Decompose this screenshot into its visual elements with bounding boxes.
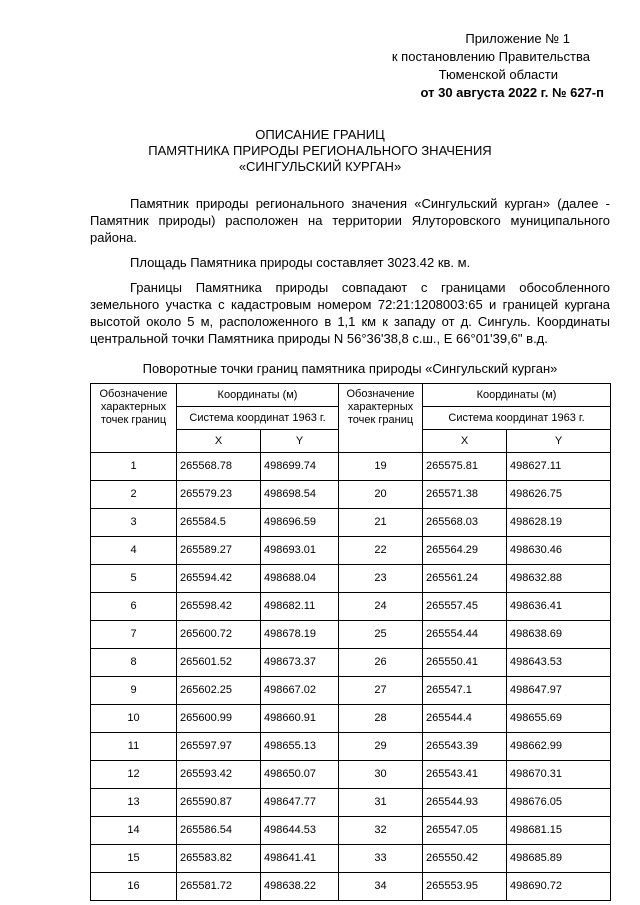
coord-y: 498647.77 xyxy=(261,789,339,817)
coord-x: 265553.95 xyxy=(423,873,507,901)
coord-y: 498636.41 xyxy=(507,593,611,621)
coord-x: 265598.42 xyxy=(177,593,261,621)
table-row xyxy=(91,649,611,677)
coord-x: 265583.82 xyxy=(177,845,261,873)
coord-x: 265550.41 xyxy=(423,649,507,677)
table-row xyxy=(91,733,611,761)
coord-x: 265597.97 xyxy=(177,733,261,761)
coord-x: 265544.4 xyxy=(423,705,507,733)
header-line-1: к постановлению Правительства xyxy=(391,49,590,64)
point-id: 2 xyxy=(91,481,177,509)
header-system-2: Система координат 1963 г. xyxy=(423,407,611,430)
paragraph-boundaries: Границы Памятника природы совпадают с границами обособленного земельного участка с кадастровым номером 72:21:1208003:65 и границей кургана высотой около 5 м, расположенного в 1,1 км к западу от д. Сингуль. Координаты центральной точки Памятника природы N 56°36'38,8 с.ш., E 66°01'39,6" в.д. xyxy=(90,280,610,346)
coord-x: 265568.03 xyxy=(423,509,507,537)
point-id: 33 xyxy=(339,845,423,873)
point-id: 7 xyxy=(91,621,177,649)
table-row xyxy=(91,509,611,537)
table-row xyxy=(91,789,611,817)
table-row xyxy=(91,873,611,901)
coord-y: 498626.75 xyxy=(507,481,611,509)
point-id: 31 xyxy=(339,789,423,817)
coord-y: 498678.19 xyxy=(261,621,339,649)
coord-x: 265575.81 xyxy=(423,453,507,481)
table-row xyxy=(91,817,611,845)
point-id: 5 xyxy=(91,565,177,593)
coord-x: 265593.42 xyxy=(177,761,261,789)
coord-x: 265568.78 xyxy=(177,453,261,481)
point-id: 27 xyxy=(339,677,423,705)
point-id: 8 xyxy=(91,649,177,677)
header-point-id-2: Обозначение характерных точек границ xyxy=(339,384,423,453)
table-caption: Поворотные точки границ памятника природы «Сингульский курган» xyxy=(142,361,558,376)
header-coords-1: Координаты (м) xyxy=(177,384,339,407)
point-id: 25 xyxy=(339,621,423,649)
title-line-3: «СИНГУЛЬСКИЙ КУРГАН» xyxy=(238,159,402,174)
appendix-number: Приложение № 1 xyxy=(465,31,570,46)
point-id: 10 xyxy=(91,705,177,733)
coord-y: 498682.11 xyxy=(261,593,339,621)
point-id: 34 xyxy=(339,873,423,901)
coord-y: 498667.02 xyxy=(261,677,339,705)
coord-y: 498630.46 xyxy=(507,537,611,565)
coord-x: 265561.24 xyxy=(423,565,507,593)
table-row xyxy=(91,761,611,789)
coord-y: 498676.05 xyxy=(507,789,611,817)
coord-x: 265579.23 xyxy=(177,481,261,509)
document-header xyxy=(360,30,610,102)
table-row xyxy=(91,845,611,873)
table-row xyxy=(91,565,611,593)
coord-y: 498699.74 xyxy=(261,453,339,481)
table-row xyxy=(91,677,611,705)
point-id: 24 xyxy=(339,593,423,621)
point-id: 20 xyxy=(339,481,423,509)
coord-y: 498647.97 xyxy=(507,677,611,705)
coord-y: 498673.37 xyxy=(261,649,339,677)
header-date-number: от 30 августа 2022 г. № 627-п xyxy=(420,85,604,100)
coord-x: 265581.72 xyxy=(177,873,261,901)
coord-x: 265543.41 xyxy=(423,761,507,789)
header-coords-2: Координаты (м) xyxy=(423,384,611,407)
header-y-2: Y xyxy=(507,430,611,453)
point-id: 12 xyxy=(91,761,177,789)
paragraph-area: Площадь Памятника природы составляет 3023.42 кв. м. xyxy=(130,255,471,270)
coord-y: 498681.15 xyxy=(507,817,611,845)
point-id: 9 xyxy=(91,677,177,705)
header-point-id-1: Обозначение характерных точек границ xyxy=(91,384,177,453)
point-id: 4 xyxy=(91,537,177,565)
coord-x: 265564.29 xyxy=(423,537,507,565)
coord-x: 265600.99 xyxy=(177,705,261,733)
coord-x: 265594.42 xyxy=(177,565,261,593)
title-line-2: ПАМЯТНИКА ПРИРОДЫ РЕГИОНАЛЬНОГО ЗНАЧЕНИЯ xyxy=(148,143,492,158)
table-row xyxy=(91,453,611,481)
point-id: 16 xyxy=(91,873,177,901)
coord-y: 498690.72 xyxy=(507,873,611,901)
coord-x: 265589.27 xyxy=(177,537,261,565)
header-line-2: Тюменской области xyxy=(438,67,558,82)
coord-x: 265547.1 xyxy=(423,677,507,705)
title-line-1: ОПИСАНИЕ ГРАНИЦ xyxy=(255,127,385,142)
coord-y: 498632.88 xyxy=(507,565,611,593)
point-id: 23 xyxy=(339,565,423,593)
coord-x: 265547.05 xyxy=(423,817,507,845)
coord-x: 265571.38 xyxy=(423,481,507,509)
header-y-1: Y xyxy=(261,430,339,453)
coord-y: 498655.69 xyxy=(507,705,611,733)
coord-y: 498698.54 xyxy=(261,481,339,509)
coord-y: 498693.01 xyxy=(261,537,339,565)
coord-y: 498627.11 xyxy=(507,453,611,481)
coord-y: 498688.04 xyxy=(261,565,339,593)
paragraph-location: Памятник природы регионального значения «Сингульский курган» (далее - Памятник природы) расположен на территории Ялуторовского муниципального района. xyxy=(90,196,610,245)
header-x-1: X xyxy=(177,430,261,453)
point-id: 29 xyxy=(339,733,423,761)
coord-x: 265543.39 xyxy=(423,733,507,761)
point-id: 15 xyxy=(91,845,177,873)
coord-y: 498696.59 xyxy=(261,509,339,537)
table-row xyxy=(91,537,611,565)
point-id: 26 xyxy=(339,649,423,677)
coord-y: 498685.89 xyxy=(507,845,611,873)
coord-y: 498655.13 xyxy=(261,733,339,761)
coord-x: 265554.44 xyxy=(423,621,507,649)
table-row xyxy=(91,705,611,733)
coord-y: 498670.31 xyxy=(507,761,611,789)
point-id: 6 xyxy=(91,593,177,621)
coord-x: 265586.54 xyxy=(177,817,261,845)
coord-y: 498638.22 xyxy=(261,873,339,901)
coord-x: 265600.72 xyxy=(177,621,261,649)
point-id: 28 xyxy=(339,705,423,733)
coord-x: 265557.45 xyxy=(423,593,507,621)
coord-y: 498643.53 xyxy=(507,649,611,677)
coordinates-table xyxy=(90,383,611,901)
coord-y: 498660.91 xyxy=(261,705,339,733)
coord-x: 265602.25 xyxy=(177,677,261,705)
coord-x: 265550.42 xyxy=(423,845,507,873)
point-id: 19 xyxy=(339,453,423,481)
header-x-2: X xyxy=(423,430,507,453)
coordinates-table-body xyxy=(91,453,611,901)
point-id: 11 xyxy=(91,733,177,761)
coord-y: 498662.99 xyxy=(507,733,611,761)
coord-y: 498650.07 xyxy=(261,761,339,789)
coord-y: 498638.69 xyxy=(507,621,611,649)
coord-x: 265601.52 xyxy=(177,649,261,677)
point-id: 1 xyxy=(91,453,177,481)
point-id: 13 xyxy=(91,789,177,817)
point-id: 30 xyxy=(339,761,423,789)
coord-y: 498641.41 xyxy=(261,845,339,873)
document-title xyxy=(80,127,560,175)
coord-x: 265544.93 xyxy=(423,789,507,817)
table-row xyxy=(91,593,611,621)
table-row xyxy=(91,481,611,509)
point-id: 3 xyxy=(91,509,177,537)
coord-y: 498628.19 xyxy=(507,509,611,537)
coord-y: 498644.53 xyxy=(261,817,339,845)
point-id: 21 xyxy=(339,509,423,537)
point-id: 32 xyxy=(339,817,423,845)
coord-x: 265590.87 xyxy=(177,789,261,817)
header-system-1: Система координат 1963 г. xyxy=(177,407,339,430)
coord-x: 265584.5 xyxy=(177,509,261,537)
point-id: 14 xyxy=(91,817,177,845)
table-row xyxy=(91,621,611,649)
point-id: 22 xyxy=(339,537,423,565)
